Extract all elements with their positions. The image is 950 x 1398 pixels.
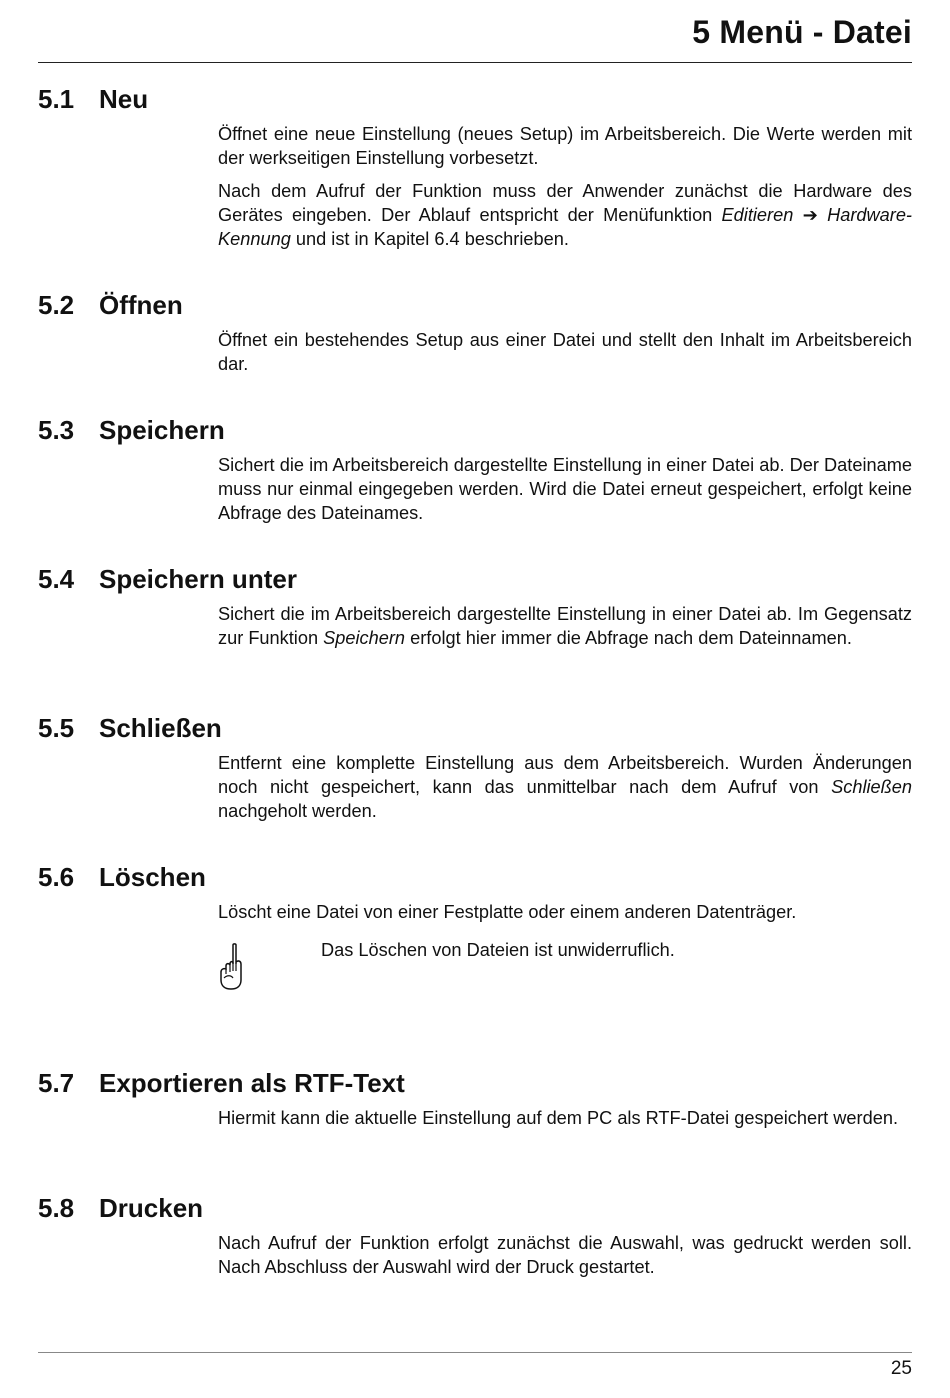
section-number: 5.2 [38, 290, 75, 320]
section-heading [38, 711, 912, 745]
section-oeffnen [38, 288, 912, 376]
pointing-hand-icon [218, 942, 244, 990]
section-loeschen [38, 860, 912, 998]
paragraph: Löscht eine Datei von einer Festplatte oder einem anderen Datenträger. [218, 902, 797, 922]
paragraph [218, 751, 912, 823]
section-body [218, 602, 912, 650]
section-body [218, 900, 912, 998]
section-heading [38, 1066, 912, 1100]
paragraph [218, 602, 912, 650]
text-run: und ist in Kapitel 6.4 beschrieben. [290, 229, 569, 249]
section-exportieren [38, 1066, 912, 1130]
chapter-title: 5 Menü - Datei [692, 14, 912, 50]
section-body [218, 1231, 912, 1279]
text-run: erfolgt hier immer die Abfrage nach dem Dateinnamen. [405, 628, 852, 648]
section-title: Schließen [99, 713, 222, 743]
text-run: nachgeholt werden. [218, 801, 377, 821]
paragraph: Sichert die im Arbeitsbereich dargestellte Einstellung in einer Datei ab. Der Dateiname muss nur einmal eingegeben werden. Wird die Datei erneut gespeichert, erfolgt keine Abfrage des Dateinames. [218, 455, 912, 523]
paragraph: Hiermit kann die aktuelle Einstellung auf dem PC als RTF-Datei gespeichert werden. [218, 1108, 898, 1128]
section-body [218, 122, 912, 251]
section-number: 5.8 [38, 1193, 75, 1223]
function-reference: Schließen [831, 777, 912, 797]
paragraph: Nach Aufruf der Funktion erfolgt zunächst die Auswahl, was gedruckt werden soll. Nach Abschluss der Auswahl wird der Druck gestartet. [218, 1233, 912, 1277]
warning-note [218, 938, 912, 998]
section-number: 5.1 [38, 84, 75, 114]
text-run: Sichert die im Arbeitsbereich dargestellte Einstellung in einer Datei ab. Im Gegensatz zur Funktion [218, 604, 912, 648]
section-heading [38, 562, 912, 596]
section-title: Drucken [99, 1193, 204, 1223]
section-title: Öffnen [99, 290, 183, 320]
section-speichern [38, 413, 912, 525]
section-speichern-unter [38, 562, 912, 650]
section-heading [38, 413, 912, 447]
note-text: Das Löschen von Dateien ist unwiderruflich. [321, 940, 675, 960]
section-schliessen [38, 711, 912, 823]
section-body [218, 1106, 912, 1130]
paragraph: Öffnet eine neue Einstellung (neues Setup) im Arbeitsbereich. Die Werte werden mit der werkseitigen Einstellung vorbesetzt. [218, 124, 912, 168]
text-run: Entfernt eine komplette Einstellung aus dem Arbeitsbereich. Wurden Änderungen noch nicht gespeichert, kann das unmittelbar nach dem Aufruf von [218, 753, 912, 797]
menu-reference: Editieren [721, 205, 794, 225]
section-number: 5.7 [38, 1068, 75, 1098]
section-neu [38, 82, 912, 251]
paragraph [218, 179, 912, 251]
section-heading [38, 860, 912, 894]
section-title: Speichern unter [99, 564, 297, 594]
section-title: Speichern [99, 415, 225, 445]
section-number: 5.6 [38, 862, 75, 892]
page-number: 25 [890, 1358, 912, 1379]
menu-reference: Hardware-Kennung [218, 205, 912, 249]
section-heading [38, 288, 912, 322]
section-body [218, 453, 912, 525]
section-number: 5.5 [38, 713, 75, 743]
arrow-icon: ➔ [793, 205, 828, 225]
footer-rule [38, 1352, 912, 1353]
section-number: 5.4 [38, 564, 75, 594]
section-heading [38, 1191, 912, 1225]
section-title: Exportieren als RTF-Text [99, 1068, 405, 1098]
section-body [218, 751, 912, 823]
text-run: Nach dem Aufruf der Funktion muss der Anwender zunächst die Hardware des Gerätes eingeben. Der Ablauf entspricht der Menüfunktion [218, 181, 912, 225]
section-title: Neu [99, 84, 149, 114]
function-reference: Speichern [323, 628, 406, 648]
section-drucken [38, 1191, 912, 1279]
section-heading [38, 82, 912, 116]
section-title: Löschen [99, 862, 206, 892]
paragraph: Öffnet ein bestehendes Setup aus einer Datei und stellt den Inhalt im Arbeitsbereich dar. [218, 330, 912, 374]
header-rule [38, 62, 912, 63]
section-number: 5.3 [38, 415, 75, 445]
section-body [218, 328, 912, 376]
